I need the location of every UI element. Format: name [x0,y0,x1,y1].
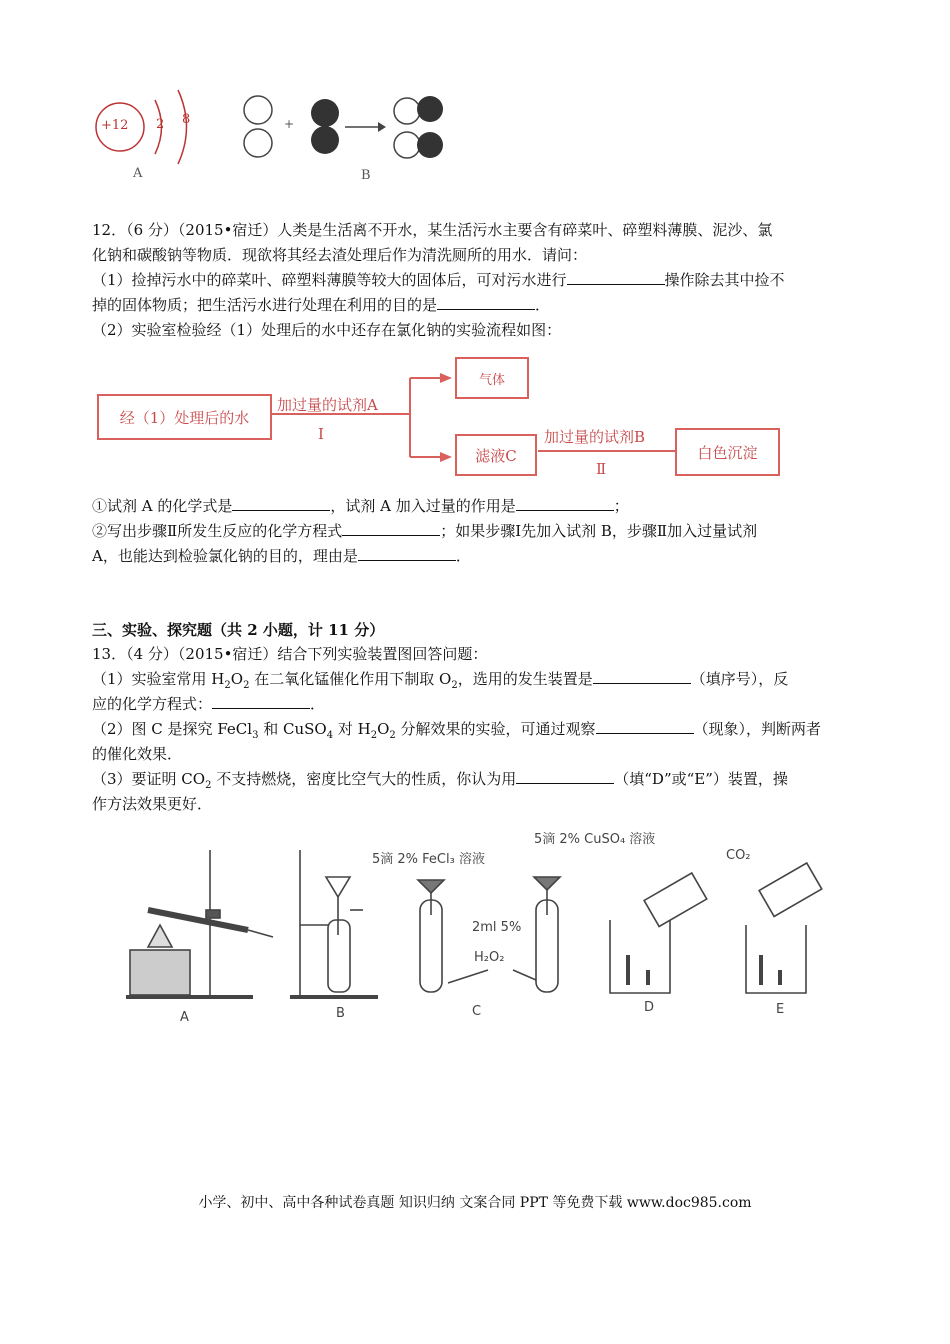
h2o2-note-line2: H₂O₂ [474,950,505,965]
flow-box-filtrate: 滤液C [455,434,537,476]
h2o2-note-line1: 2ml 5% [472,920,522,935]
q12-line3 [92,269,785,291]
flow-step2-label: 加过量的试剂B [544,428,646,446]
q13-line5: 的催化效果． [92,745,183,763]
answer-blank-o2-equation[interactable] [212,693,310,709]
answer-blank-purpose[interactable] [437,294,535,310]
flow-box-gas: 气体 [455,357,529,399]
nucleus-label: +12 [101,118,129,133]
product-white-2 [394,132,420,158]
product-dark-2 [417,132,443,158]
molecule-dark-2 [311,126,339,154]
shell1-count: 2 [156,117,165,132]
arrowhead-filtrate [440,452,452,462]
q12-line5: （2）实验室检验经（1）处理后的水中还存在氯化钠的实验流程如图： [92,321,562,339]
apparatus-d [610,873,707,993]
flow-box-precipitate: 白色沉淀 [675,428,780,476]
reaction-arrowhead [378,122,386,132]
answer-blank-excess-purpose[interactable] [516,495,614,511]
product-white-1 [394,98,420,124]
q12-line3-text-b: 操作除去其中捡不 [664,271,785,289]
answer-blank-apparatus[interactable] [593,668,691,684]
shell2-count: 8 [182,112,191,127]
apparatus-e [746,863,822,993]
answer-blank-reason[interactable] [358,545,456,561]
apparatus-label-c: C [472,1004,482,1019]
shell-arc-2 [178,90,187,164]
molecule-white-1 [244,96,272,124]
q12-line6-text-a: ①试剂 A 的化学式是 [92,497,233,515]
apparatus-b [290,850,378,997]
q12-line8 [92,545,471,567]
page-footer: 小学、初中、高中各种试卷真题 知识归纳 文案合同 PPT 等免费下载 www.doc985.com [198,1195,752,1211]
apparatus-a [126,850,273,997]
plus-sign: + [284,117,295,131]
flow-step2-number: Ⅱ [596,460,607,478]
q12-line8-text-b: ． [455,547,471,565]
arrowhead-gas [440,373,452,383]
answer-blank-observation[interactable] [596,718,694,734]
answer-blank-d-or-e[interactable] [516,768,614,784]
q12-line7-text-b: ；如果步骤Ⅰ先加入试剂 B，步骤Ⅱ加入过量试剂 [440,522,758,540]
section3-title: 三、实验、探究题（共 2 小题，计 11 分） [92,621,385,639]
flow-step1-number: Ⅰ [318,425,324,443]
q12-line4-text-a: 掉的固体物质；把生活污水进行处理在利用的目的是 [92,296,438,314]
q13-line2: （1）实验室常用 $H_2O_2$ 在二氧化锰催化作用下制取 $O_2$，选用的发生装置是 （填序号），反 [92,670,789,691]
q12-line7-text-a: ②写出步骤Ⅱ所发生反应的化学方程式 [92,522,343,540]
product-dark-1 [417,96,443,122]
q12-line7 [92,520,757,542]
q13-line7: 作方法效果更好． [92,795,213,813]
molecule-white-2 [244,129,272,157]
q12-line6-text-b: ，试剂 A 加入过量的作用是 [330,497,516,515]
apparatus-label-d: D [644,1000,655,1015]
q13-line6: （3）要证明 $CO_2$ 不支持燃烧，密度比空气大的性质，你认为用 （填“D”或“E”）装置，操 [92,770,788,791]
q12-line2: 化钠和碳酸钠等物质．现欲将其经去渣处理后作为清洗厕所的用水．请问： [92,246,588,264]
q12-line6 [92,495,629,517]
answer-blank-formula-a[interactable] [232,495,330,511]
q12-line4 [92,294,550,316]
figure-label-b: B [361,168,371,183]
flow-step1-label: 加过量的试剂A [277,396,378,414]
molecule-dark-1 [311,99,339,127]
apparatus-label-b: B [336,1006,345,1021]
flow-box-start: 经（1）处理后的水 [97,394,272,440]
answer-blank-equation[interactable] [342,520,440,536]
q12-line4-text-b: ． [535,296,551,314]
fecl3-note: 5滴 2% FeCl₃ 溶液 [372,852,485,867]
q13-line4: （2）图 C 是探究 FeCl$_3$ 和 CuSO$_4$ 对 $H_2O_2$ 分解效果的实验，可通过观察 （现象），判断两者 [92,720,822,741]
answer-blank-filter[interactable] [567,269,665,285]
q12-line1: 12．（6 分）（2015•宿迁）人类是生活离不开水，某生活污水主要含有碎菜叶、碎塑料薄膜、泥沙、氯 [92,221,773,239]
q13-line1: 13．（4 分）（2015•宿迁）结合下列实验装置图回答问题： [92,645,488,663]
apparatus-label-a: A [180,1010,189,1025]
figure-label-a: A [133,166,143,181]
q12-line8-text-a: A，也能达到检验氯化钠的目的，理由是 [92,547,358,565]
q12-line3-text-a: （1）捡掉污水中的碎菜叶、碎塑料薄膜等较大的固体后，可对污水进行 [92,271,567,289]
cuso4-note: 5滴 2% CuSO₄ 溶液 [534,832,656,847]
apparatus-label-e: E [776,1002,785,1017]
q12-line6-text-c: ； [613,497,629,515]
q13-line3: 应的化学方程式： ． [92,695,326,713]
co2-note: CO₂ [726,848,751,863]
